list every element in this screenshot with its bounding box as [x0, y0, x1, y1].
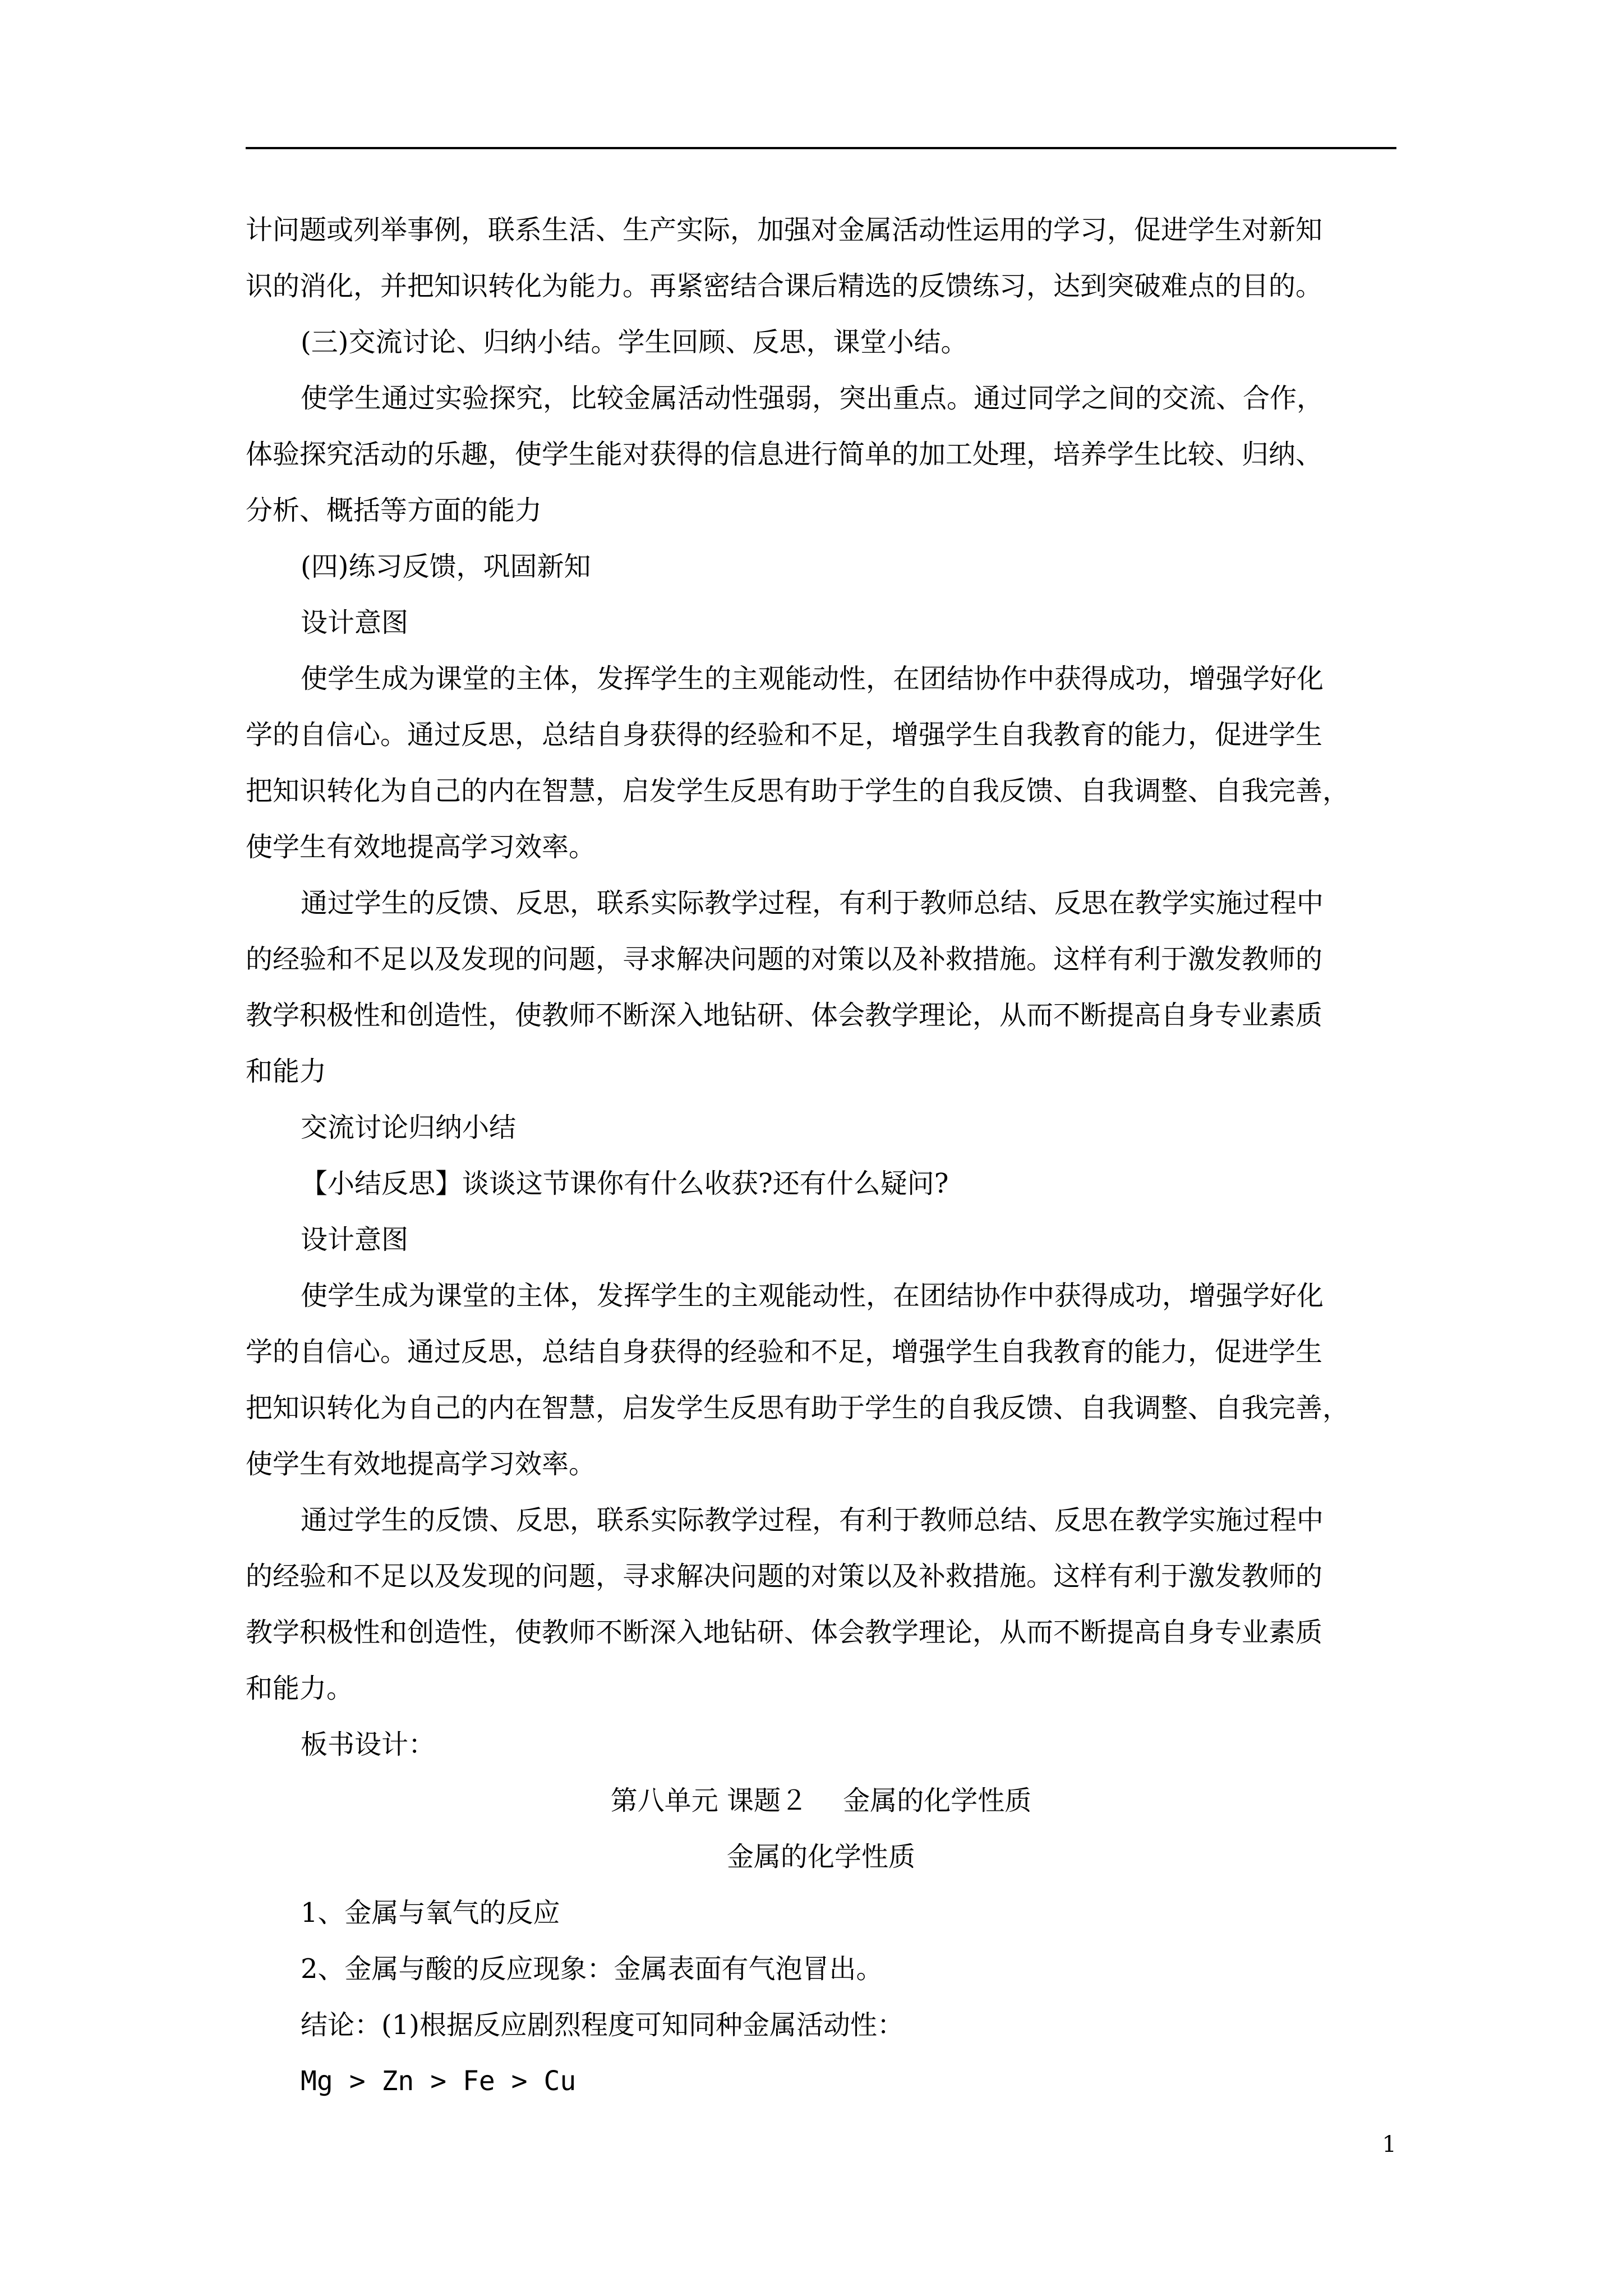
header-rule — [246, 147, 1396, 149]
text-line: 的经验和不足以及发现的问题，寻求解决问题的对策以及补救措施。这样有利于激发教师的 — [246, 1561, 1323, 1592]
text-line: 和能力。 — [246, 1673, 354, 1704]
activity-series: Mg > Zn > Fe > Cu — [301, 2065, 577, 2097]
text-line: 使学生有效地提高学习效率。 — [246, 831, 596, 863]
text-line: 2、金属与酸的反应现象：金属表面有气泡冒出。 — [301, 1953, 883, 1985]
text-line: 教学积极性和创造性，使教师不断深入地钻研、体会教学理论，从而不断提高自身专业素质 — [246, 1000, 1323, 1031]
subheading: 设计意图 — [301, 1224, 409, 1255]
subheading: 设计意图 — [301, 607, 409, 638]
section-heading: (四)练习反馈，巩固新知 — [301, 551, 591, 582]
text-line: 教学积极性和创造性，使教师不断深入地钻研、体会教学理论，从而不断提高自身专业素质 — [246, 1617, 1323, 1648]
text-line: 使学生有效地提高学习效率。 — [246, 1448, 596, 1480]
text-line: 把知识转化为自己的内在智慧，启发学生反思有助于学生的自我反馈、自我调整、自我完善， — [246, 1392, 1350, 1424]
text-line: 的经验和不足以及发现的问题，寻求解决问题的对策以及补救措施。这样有利于激发教师的 — [246, 944, 1323, 975]
text-line: 结论：(1)根据反应剧烈程度可知同种金属活动性： — [301, 2009, 904, 2041]
text-line: 1、金属与氧气的反应 — [301, 1897, 560, 1929]
section-heading: (三)交流讨论、归纳小结。学生回顾、反思，课堂小结。 — [301, 326, 968, 358]
text-line: 识的消化，并把知识转化为能力。再紧密结合课后精选的反馈练习，达到突破难点的目的。 — [246, 270, 1323, 302]
board-subtitle: 金属的化学性质 — [726, 1841, 915, 1872]
text-line: 计问题或列举事例，联系生活、生产实际，加强对金属活动性运用的学习，促进学生对新知 — [246, 214, 1323, 246]
text-line: 体验探究活动的乐趣，使学生能对获得的信息进行简单的加工处理，培养学生比较、归纳、 — [246, 439, 1323, 470]
body-text — [246, 202, 1396, 2109]
text-line: 【小结反思】谈谈这节课你有什么收获?还有什么疑问? — [301, 1168, 949, 1199]
text-line: 使学生成为课堂的主体，发挥学生的主观能动性，在团结协作中获得成功，增强学好化 — [301, 663, 1324, 694]
text-line: 通过学生的反馈、反思，联系实际教学过程，有利于教师总结、反思在教学实施过程中 — [301, 887, 1324, 919]
text-line: 通过学生的反馈、反思，联系实际教学过程，有利于教师总结、反思在教学实施过程中 — [301, 1504, 1324, 1536]
page-number: 1 — [1382, 2132, 1396, 2157]
subheading: 交流讨论归纳小结 — [301, 1112, 517, 1143]
text-line: 学的自信心。通过反思，总结自身获得的经验和不足，增强学生自我教育的能力，促进学生 — [246, 719, 1323, 751]
subheading: 板书设计： — [301, 1729, 436, 1760]
text-line: 把知识转化为自己的内在智慧，启发学生反思有助于学生的自我反馈、自我调整、自我完善， — [246, 775, 1350, 807]
text-line: 使学生通过实验探究，比较金属活动性强弱，突出重点。通过同学之间的交流、合作， — [301, 383, 1324, 414]
text-line: 学的自信心。通过反思，总结自身获得的经验和不足，增强学生自我教育的能力，促进学生 — [246, 1336, 1323, 1368]
text-line: 使学生成为课堂的主体，发挥学生的主观能动性，在团结协作中获得成功，增强学好化 — [301, 1280, 1324, 1312]
text-line: 和能力 — [246, 1056, 327, 1087]
board-title: 第八单元 课题２ 金属的化学性质 — [610, 1785, 1032, 1816]
text-line: 分析、概括等方面的能力 — [246, 495, 542, 526]
